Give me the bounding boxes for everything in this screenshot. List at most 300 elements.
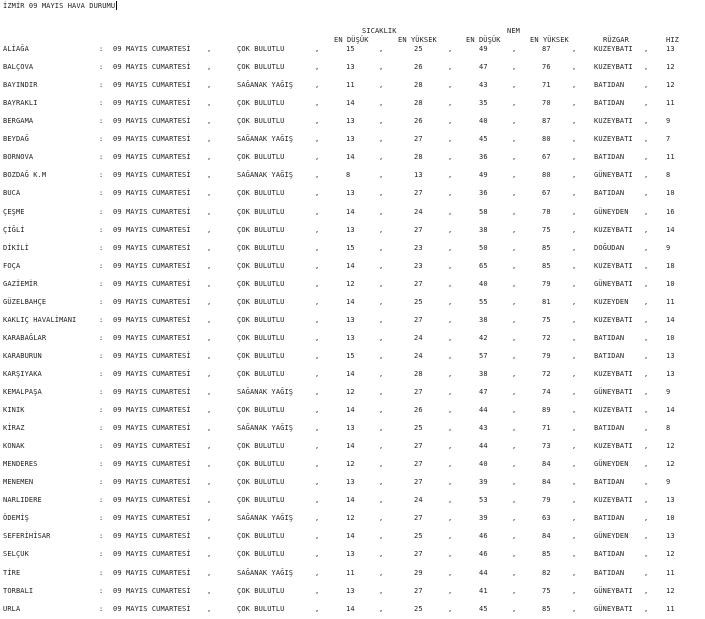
- comma-separator: ,: [448, 81, 453, 90]
- humidity-max-cell: 85: [542, 604, 551, 613]
- table-row: [0, 496, 705, 508]
- wind-speed-cell: 11: [666, 153, 675, 162]
- table-row: [0, 208, 705, 220]
- comma-separator: ,: [448, 442, 453, 451]
- wind-direction-cell: BATIDAN: [594, 99, 625, 108]
- wind-direction-cell: BATIDAN: [594, 550, 625, 559]
- comma-separator: ,: [315, 351, 320, 360]
- comma-separator: ,: [512, 279, 517, 288]
- comma-separator: ,: [315, 117, 320, 126]
- comma-separator: ,: [315, 135, 320, 144]
- comma-separator: ,: [379, 207, 384, 216]
- condition-cell: ÇOK BULUTLU: [237, 460, 285, 469]
- comma-separator: ,: [644, 586, 649, 595]
- district-name: KINIK: [3, 406, 25, 414]
- condition-cell: ÇOK BULUTLU: [237, 442, 285, 451]
- wind-direction-cell: BATIDAN: [594, 514, 625, 523]
- wind-direction-cell: BATIDAN: [594, 153, 625, 162]
- date-cell: 09 MAYIS CUMARTESİ: [113, 568, 191, 577]
- wind-speed-cell: 10: [666, 514, 675, 523]
- district-name: MENEMEN: [3, 478, 34, 487]
- comma-separator: ,: [379, 135, 384, 144]
- comma-separator: ,: [315, 568, 320, 577]
- comma-separator: ,: [512, 604, 517, 613]
- wind-speed-cell: 7: [666, 135, 671, 144]
- date-cell: 09 MAYIS CUMARTESİ: [113, 496, 191, 505]
- date-cell: 09 MAYIS CUMARTESİ: [113, 45, 191, 53]
- comma-separator: ,: [448, 604, 453, 613]
- comma-separator: ,: [315, 442, 320, 451]
- date-cell: 09 MAYIS CUMARTESİ: [113, 478, 191, 487]
- temp-min-cell: 13: [346, 135, 355, 144]
- comma-separator: ,: [448, 586, 453, 595]
- table-row: [0, 189, 705, 201]
- comma-separator: ,: [315, 81, 320, 90]
- comma-separator: ,: [379, 514, 384, 523]
- comma-separator: ,: [448, 189, 453, 198]
- comma-separator: ,: [448, 387, 453, 396]
- comma-separator: ,: [207, 586, 212, 595]
- wind-direction-cell: KUZEYBATI: [594, 117, 633, 126]
- wind-speed-cell: 9: [666, 117, 671, 126]
- header-temp-min: EN DÜŞÜK: [334, 36, 369, 44]
- comma-separator: ,: [379, 279, 384, 288]
- condition-cell: ÇOK BULUTLU: [237, 333, 285, 342]
- comma-separator: ,: [448, 225, 453, 234]
- document-title: [3, 1, 117, 10]
- comma-separator: ,: [315, 45, 320, 53]
- wind-speed-cell: 10: [666, 189, 675, 198]
- wind-direction-cell: BATIDAN: [594, 351, 625, 360]
- humidity-max-cell: 84: [542, 460, 551, 469]
- comma-separator: ,: [207, 207, 212, 216]
- temp-max-cell: 28: [414, 81, 423, 90]
- temp-min-cell: 14: [346, 369, 355, 378]
- comma-separator: ,: [644, 207, 649, 216]
- comma-separator: ,: [512, 442, 517, 451]
- comma-separator: ,: [572, 387, 577, 396]
- table-row: [0, 569, 705, 581]
- temp-min-cell: 15: [346, 351, 355, 360]
- date-cell: 09 MAYIS CUMARTESİ: [113, 604, 191, 613]
- comma-separator: ,: [207, 442, 212, 451]
- date-cell: 09 MAYIS CUMARTESİ: [113, 279, 191, 288]
- comma-separator: ,: [207, 315, 212, 324]
- comma-separator: ,: [512, 514, 517, 523]
- humidity-min-cell: 38: [479, 369, 488, 378]
- comma-separator: ,: [512, 550, 517, 559]
- table-row: [0, 514, 705, 526]
- wind-direction-cell: GÜNEYBATI: [594, 279, 633, 288]
- humidity-min-cell: 38: [479, 315, 488, 324]
- district-name: ALİAĞA: [3, 45, 29, 53]
- district-name: FOÇA: [3, 261, 21, 270]
- comma-separator: ,: [379, 189, 384, 198]
- table-row: [0, 226, 705, 238]
- condition-cell: ÇOK BULUTLU: [237, 351, 285, 360]
- wind-speed-cell: 11: [666, 297, 675, 306]
- comma-separator: ,: [379, 369, 384, 378]
- district-name: BAYRAKLI: [3, 99, 38, 108]
- wind-direction-cell: DOĞUDAN: [594, 243, 625, 252]
- district-name: KARABAĞLAR: [3, 333, 47, 342]
- comma-separator: ,: [379, 99, 384, 108]
- condition-cell: ÇOK BULUTLU: [237, 261, 285, 270]
- district-name: KAKLIÇ HAVALİMANI: [3, 315, 77, 324]
- colon-separator: :: [99, 45, 104, 53]
- wind-speed-cell: 13: [666, 496, 675, 505]
- comma-separator: ,: [644, 99, 649, 108]
- comma-separator: ,: [448, 568, 453, 577]
- comma-separator: ,: [512, 81, 517, 90]
- comma-separator: ,: [207, 351, 212, 360]
- district-name: GAZİEMİR: [3, 279, 38, 288]
- comma-separator: ,: [448, 514, 453, 523]
- colon-separator: :: [99, 333, 104, 342]
- comma-separator: ,: [572, 604, 577, 613]
- comma-separator: ,: [315, 297, 320, 306]
- comma-separator: ,: [379, 424, 384, 433]
- comma-separator: ,: [315, 387, 320, 396]
- comma-separator: ,: [572, 568, 577, 577]
- colon-separator: :: [99, 460, 104, 469]
- comma-separator: ,: [315, 514, 320, 523]
- temp-max-cell: 27: [414, 514, 423, 523]
- humidity-max-cell: 78: [542, 207, 551, 216]
- humidity-min-cell: 50: [479, 243, 488, 252]
- humidity-min-cell: 39: [479, 514, 488, 523]
- comma-separator: ,: [379, 496, 384, 505]
- comma-separator: ,: [644, 406, 649, 414]
- wind-speed-cell: 13: [666, 351, 675, 360]
- comma-separator: ,: [207, 225, 212, 234]
- humidity-min-cell: 49: [479, 171, 488, 180]
- date-cell: 09 MAYIS CUMARTESİ: [113, 225, 191, 234]
- humidity-max-cell: 71: [542, 81, 551, 90]
- table-row: [0, 117, 705, 129]
- comma-separator: ,: [448, 243, 453, 252]
- wind-direction-cell: KUZEYBATI: [594, 225, 633, 234]
- wind-direction-cell: BATIDAN: [594, 81, 625, 90]
- comma-separator: ,: [512, 333, 517, 342]
- table-row: [0, 460, 705, 472]
- comma-separator: ,: [207, 99, 212, 108]
- comma-separator: ,: [315, 261, 320, 270]
- temp-min-cell: 13: [346, 225, 355, 234]
- temp-min-cell: 14: [346, 99, 355, 108]
- header-temp-max: EN YÜKSEK: [398, 36, 437, 44]
- temp-max-cell: 27: [414, 550, 423, 559]
- district-name: ÇEŞME: [3, 207, 25, 216]
- temp-max-cell: 28: [414, 369, 423, 378]
- comma-separator: ,: [644, 568, 649, 577]
- district-name: BERGAMA: [3, 117, 34, 126]
- comma-separator: ,: [207, 189, 212, 198]
- comma-separator: ,: [207, 261, 212, 270]
- table-row: [0, 424, 705, 436]
- comma-separator: ,: [207, 369, 212, 378]
- comma-separator: ,: [379, 442, 384, 451]
- humidity-max-cell: 84: [542, 478, 551, 487]
- comma-separator: ,: [512, 297, 517, 306]
- comma-separator: ,: [379, 45, 384, 53]
- humidity-min-cell: 46: [479, 550, 488, 559]
- table-row: [0, 587, 705, 599]
- wind-speed-cell: 12: [666, 81, 675, 90]
- temp-max-cell: 27: [414, 478, 423, 487]
- comma-separator: ,: [379, 460, 384, 469]
- header-speed: HIZ: [666, 36, 679, 44]
- colon-separator: :: [99, 261, 104, 270]
- comma-separator: ,: [379, 81, 384, 90]
- date-cell: 09 MAYIS CUMARTESİ: [113, 153, 191, 162]
- comma-separator: ,: [207, 243, 212, 252]
- comma-separator: ,: [379, 478, 384, 487]
- comma-separator: ,: [448, 550, 453, 559]
- colon-separator: :: [99, 189, 104, 198]
- humidity-max-cell: 81: [542, 297, 551, 306]
- comma-separator: ,: [315, 604, 320, 613]
- comma-separator: ,: [512, 63, 517, 71]
- comma-separator: ,: [379, 406, 384, 414]
- comma-separator: ,: [379, 387, 384, 396]
- humidity-max-cell: 89: [542, 406, 551, 414]
- comma-separator: ,: [512, 532, 517, 541]
- humidity-max-cell: 80: [542, 171, 551, 180]
- comma-separator: ,: [512, 586, 517, 595]
- comma-separator: ,: [644, 550, 649, 559]
- date-cell: 09 MAYIS CUMARTESİ: [113, 315, 191, 324]
- humidity-min-cell: 44: [479, 406, 488, 414]
- comma-separator: ,: [315, 532, 320, 541]
- comma-separator: ,: [572, 406, 577, 414]
- condition-cell: ÇOK BULUTLU: [237, 207, 285, 216]
- date-cell: 09 MAYIS CUMARTESİ: [113, 333, 191, 342]
- date-cell: 09 MAYIS CUMARTESİ: [113, 586, 191, 595]
- colon-separator: :: [99, 117, 104, 126]
- comma-separator: ,: [644, 514, 649, 523]
- humidity-max-cell: 74: [542, 387, 551, 396]
- temp-min-cell: 12: [346, 279, 355, 288]
- comma-separator: ,: [315, 207, 320, 216]
- table-row: [0, 135, 705, 147]
- temp-max-cell: 24: [414, 496, 423, 505]
- wind-speed-cell: 8: [666, 171, 671, 180]
- comma-separator: ,: [512, 153, 517, 162]
- temp-min-cell: 15: [346, 45, 355, 53]
- colon-separator: :: [99, 550, 104, 559]
- wind-speed-cell: 12: [666, 460, 675, 469]
- condition-cell: SAĞANAK YAĞIŞ: [237, 387, 294, 396]
- comma-separator: ,: [448, 424, 453, 433]
- wind-direction-cell: BATIDAN: [594, 333, 625, 342]
- date-cell: 09 MAYIS CUMARTESİ: [113, 297, 191, 306]
- district-name: BEYDAĞ: [3, 135, 29, 144]
- comma-separator: ,: [448, 532, 453, 541]
- comma-separator: ,: [512, 261, 517, 270]
- comma-separator: ,: [207, 153, 212, 162]
- comma-separator: ,: [572, 63, 577, 71]
- humidity-min-cell: 65: [479, 261, 488, 270]
- humidity-max-cell: 67: [542, 153, 551, 162]
- colon-separator: :: [99, 406, 104, 414]
- temp-max-cell: 27: [414, 315, 423, 324]
- humidity-min-cell: 40: [479, 279, 488, 288]
- colon-separator: :: [99, 297, 104, 306]
- condition-cell: ÇOK BULUTLU: [237, 279, 285, 288]
- temp-min-cell: 14: [346, 297, 355, 306]
- comma-separator: ,: [379, 171, 384, 180]
- comma-separator: ,: [644, 243, 649, 252]
- wind-speed-cell: 12: [666, 63, 675, 71]
- wind-speed-cell: 18: [666, 261, 675, 270]
- date-cell: 09 MAYIS CUMARTESİ: [113, 135, 191, 144]
- humidity-max-cell: 75: [542, 225, 551, 234]
- colon-separator: :: [99, 135, 104, 144]
- comma-separator: ,: [448, 207, 453, 216]
- date-cell: 09 MAYIS CUMARTESİ: [113, 207, 191, 216]
- humidity-max-cell: 84: [542, 532, 551, 541]
- date-cell: 09 MAYIS CUMARTESİ: [113, 81, 191, 90]
- comma-separator: ,: [448, 279, 453, 288]
- humidity-max-cell: 87: [542, 45, 551, 53]
- colon-separator: :: [99, 351, 104, 360]
- comma-separator: ,: [512, 351, 517, 360]
- table-row: [0, 442, 705, 454]
- comma-separator: ,: [644, 171, 649, 180]
- wind-speed-cell: 9: [666, 243, 671, 252]
- condition-cell: ÇOK BULUTLU: [237, 586, 285, 595]
- header-sicaklik: SICAKLIK: [362, 27, 397, 35]
- comma-separator: ,: [207, 117, 212, 126]
- comma-separator: ,: [448, 460, 453, 469]
- comma-separator: ,: [644, 333, 649, 342]
- comma-separator: ,: [644, 315, 649, 324]
- comma-separator: ,: [512, 369, 517, 378]
- comma-separator: ,: [572, 478, 577, 487]
- comma-separator: ,: [207, 604, 212, 613]
- comma-separator: ,: [572, 424, 577, 433]
- comma-separator: ,: [644, 442, 649, 451]
- wind-speed-cell: 13: [666, 45, 675, 53]
- temp-max-cell: 28: [414, 153, 423, 162]
- wind-speed-cell: 13: [666, 532, 675, 541]
- comma-separator: ,: [315, 225, 320, 234]
- condition-cell: SAĞANAK YAĞIŞ: [237, 568, 294, 577]
- condition-cell: ÇOK BULUTLU: [237, 243, 285, 252]
- comma-separator: ,: [207, 514, 212, 523]
- comma-separator: ,: [315, 460, 320, 469]
- wind-speed-cell: 11: [666, 604, 675, 613]
- colon-separator: :: [99, 243, 104, 252]
- temp-max-cell: 27: [414, 460, 423, 469]
- comma-separator: ,: [207, 171, 212, 180]
- wind-speed-cell: 13: [666, 369, 675, 378]
- humidity-min-cell: 38: [479, 225, 488, 234]
- comma-separator: ,: [207, 496, 212, 505]
- table-row: [0, 298, 705, 310]
- temp-min-cell: 14: [346, 153, 355, 162]
- temp-max-cell: 24: [414, 207, 423, 216]
- wind-direction-cell: GÜNEYBATI: [594, 387, 633, 396]
- comma-separator: ,: [315, 63, 320, 71]
- temp-max-cell: 28: [414, 99, 423, 108]
- comma-separator: ,: [644, 135, 649, 144]
- comma-separator: ,: [379, 261, 384, 270]
- temp-max-cell: 27: [414, 586, 423, 595]
- colon-separator: :: [99, 586, 104, 595]
- comma-separator: ,: [448, 63, 453, 71]
- table-row: [0, 81, 705, 93]
- colon-separator: :: [99, 514, 104, 523]
- condition-cell: ÇOK BULUTLU: [237, 99, 285, 108]
- comma-separator: ,: [448, 297, 453, 306]
- humidity-min-cell: 43: [479, 424, 488, 433]
- colon-separator: :: [99, 207, 104, 216]
- temp-min-cell: 13: [346, 424, 355, 433]
- wind-direction-cell: BATIDAN: [594, 424, 625, 433]
- comma-separator: ,: [379, 532, 384, 541]
- temp-min-cell: 13: [346, 478, 355, 487]
- comma-separator: ,: [644, 225, 649, 234]
- humidity-max-cell: 79: [542, 496, 551, 505]
- comma-separator: ,: [572, 369, 577, 378]
- comma-separator: ,: [644, 63, 649, 71]
- date-cell: 09 MAYIS CUMARTESİ: [113, 63, 191, 71]
- comma-separator: ,: [572, 225, 577, 234]
- comma-separator: ,: [572, 135, 577, 144]
- wind-speed-cell: 12: [666, 586, 675, 595]
- wind-direction-cell: GÜNEYBATI: [594, 604, 633, 613]
- comma-separator: ,: [379, 333, 384, 342]
- district-name: SELÇUK: [3, 550, 29, 559]
- wind-speed-cell: 12: [666, 550, 675, 559]
- humidity-min-cell: 42: [479, 333, 488, 342]
- comma-separator: ,: [315, 478, 320, 487]
- comma-separator: ,: [512, 189, 517, 198]
- comma-separator: ,: [207, 45, 212, 53]
- colon-separator: :: [99, 604, 104, 613]
- temp-max-cell: 13: [414, 171, 423, 180]
- temp-max-cell: 26: [414, 63, 423, 71]
- colon-separator: :: [99, 424, 104, 433]
- colon-separator: :: [99, 496, 104, 505]
- table-row: [0, 406, 705, 418]
- humidity-min-cell: 55: [479, 297, 488, 306]
- comma-separator: ,: [207, 297, 212, 306]
- comma-separator: ,: [644, 604, 649, 613]
- humidity-max-cell: 85: [542, 550, 551, 559]
- header-wind: RÜZGAR: [603, 36, 629, 44]
- condition-cell: ÇOK BULUTLU: [237, 117, 285, 126]
- comma-separator: ,: [379, 315, 384, 324]
- condition-cell: ÇOK BULUTLU: [237, 478, 285, 487]
- colon-separator: :: [99, 478, 104, 487]
- temp-max-cell: 27: [414, 442, 423, 451]
- wind-direction-cell: GÜNEYBATI: [594, 586, 633, 595]
- comma-separator: ,: [448, 315, 453, 324]
- colon-separator: :: [99, 532, 104, 541]
- temp-min-cell: 14: [346, 442, 355, 451]
- date-cell: 09 MAYIS CUMARTESİ: [113, 532, 191, 541]
- comma-separator: ,: [644, 496, 649, 505]
- temp-max-cell: 23: [414, 261, 423, 270]
- temp-min-cell: 12: [346, 514, 355, 523]
- humidity-min-cell: 41: [479, 586, 488, 595]
- comma-separator: ,: [448, 333, 453, 342]
- comma-separator: ,: [644, 424, 649, 433]
- temp-min-cell: 13: [346, 117, 355, 126]
